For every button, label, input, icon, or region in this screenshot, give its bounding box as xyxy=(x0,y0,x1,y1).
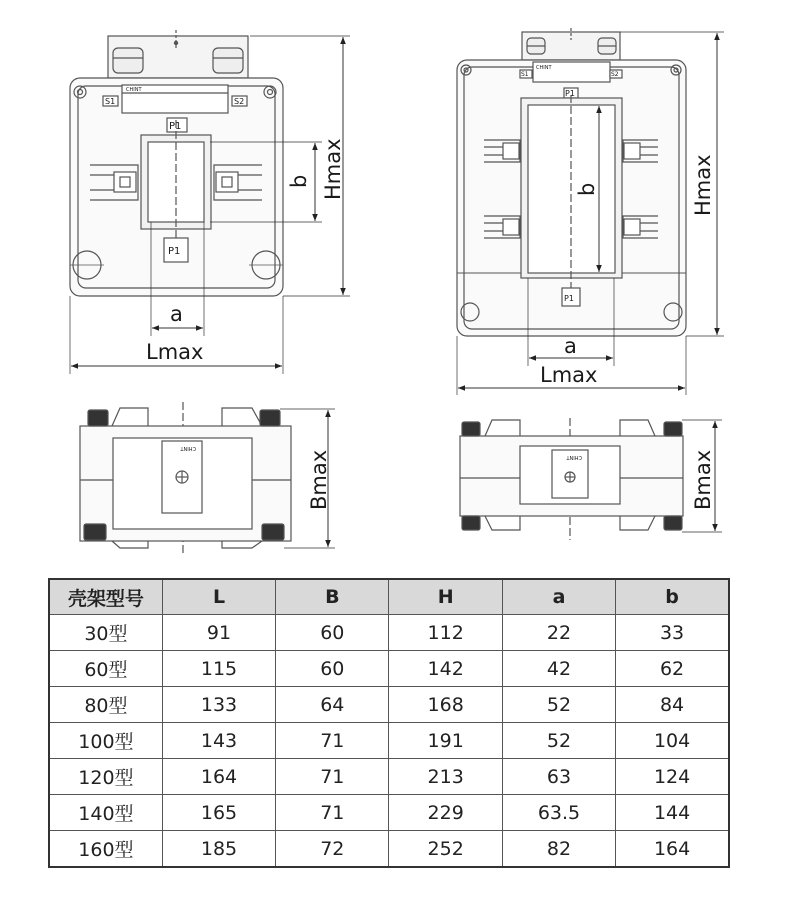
table-cell: 112 xyxy=(389,615,502,651)
table-cell: 82 xyxy=(502,831,615,868)
table-row xyxy=(49,759,729,795)
table-row xyxy=(49,687,729,723)
s2-label-right: S2 xyxy=(611,71,619,78)
table-cell: 142 xyxy=(389,651,502,687)
table-row xyxy=(49,723,729,759)
table-cell: 72 xyxy=(276,831,389,868)
table-cell: 64 xyxy=(276,687,389,723)
table-cell: 60 xyxy=(276,615,389,651)
table-row xyxy=(49,831,729,868)
p1-top-label-right: P1 xyxy=(565,89,575,98)
table-cell: 165 xyxy=(162,795,275,831)
side-view-left xyxy=(80,402,291,556)
brand-label-side-right: CHINT xyxy=(566,454,582,460)
table-cell: 120型 xyxy=(49,759,162,795)
table-cell: 71 xyxy=(276,759,389,795)
table-cell: 164 xyxy=(162,759,275,795)
header-a: a xyxy=(502,579,615,615)
table-cell: 52 xyxy=(502,723,615,759)
brand-label-right: CHINT xyxy=(536,65,552,71)
b-label-left: b xyxy=(287,174,311,188)
p1-bottom-label-left: P1 xyxy=(168,246,181,257)
table-cell: 168 xyxy=(389,687,502,723)
p1-bottom-label-right: P1 xyxy=(564,294,574,303)
table-row xyxy=(49,651,729,687)
table-cell: 100型 xyxy=(49,723,162,759)
front-view-right xyxy=(457,28,686,336)
table-cell: 185 xyxy=(162,831,275,868)
table-cell: 71 xyxy=(276,795,389,831)
a-label-right: a xyxy=(564,334,577,358)
table-cell: 42 xyxy=(502,651,615,687)
table-cell: 52 xyxy=(502,687,615,723)
lmax-label-left: Lmax xyxy=(146,340,204,364)
table-cell: 133 xyxy=(162,687,275,723)
header-h: H xyxy=(389,579,502,615)
table-cell: 160型 xyxy=(49,831,162,868)
table-cell: 124 xyxy=(616,759,729,795)
brand-label-left: CHINT xyxy=(126,87,142,93)
side-view-right xyxy=(460,418,683,540)
s1-label-right: S1 xyxy=(521,71,529,78)
table-cell: 22 xyxy=(502,615,615,651)
s1-label-left: S1 xyxy=(105,97,116,106)
table-cell: 143 xyxy=(162,723,275,759)
hmax-label-right: Hmax xyxy=(691,154,715,216)
table-cell: 144 xyxy=(616,795,729,831)
table-cell: 164 xyxy=(616,831,729,868)
hmax-label-left: Hmax xyxy=(321,138,345,200)
dimension-table xyxy=(48,578,730,868)
table-cell: 30型 xyxy=(49,615,162,651)
table-cell: 63 xyxy=(502,759,615,795)
table-cell: 84 xyxy=(616,687,729,723)
bmax-label-right: Bmax xyxy=(691,449,715,510)
table-row xyxy=(49,615,729,651)
header-b: B xyxy=(276,579,389,615)
table-cell: 63.5 xyxy=(502,795,615,831)
table-cell: 104 xyxy=(616,723,729,759)
table-cell: 33 xyxy=(616,615,729,651)
table-cell: 60 xyxy=(276,651,389,687)
table-cell: 80型 xyxy=(49,687,162,723)
header-b-window: b xyxy=(616,579,729,615)
table-cell: 252 xyxy=(389,831,502,868)
p1-top-label-left: P1 xyxy=(169,121,182,132)
lmax-label-right: Lmax xyxy=(540,363,598,387)
a-label-left: a xyxy=(170,302,183,326)
s2-label-left: S2 xyxy=(234,97,245,106)
table-cell: 229 xyxy=(389,795,502,831)
table-row xyxy=(49,795,729,831)
table-cell: 140型 xyxy=(49,795,162,831)
table-header-row xyxy=(49,579,729,615)
table-cell: 62 xyxy=(616,651,729,687)
brand-label-side-left: CHINT xyxy=(180,445,196,451)
header-frame-model: 壳架型号 xyxy=(49,579,162,615)
header-l: L xyxy=(162,579,275,615)
bmax-label-left: Bmax xyxy=(307,449,331,510)
b-label-right: b xyxy=(575,182,599,196)
table-cell: 60型 xyxy=(49,651,162,687)
table-cell: 213 xyxy=(389,759,502,795)
table-cell: 191 xyxy=(389,723,502,759)
table-cell: 71 xyxy=(276,723,389,759)
table-cell: 115 xyxy=(162,651,275,687)
table-cell: 91 xyxy=(162,615,275,651)
